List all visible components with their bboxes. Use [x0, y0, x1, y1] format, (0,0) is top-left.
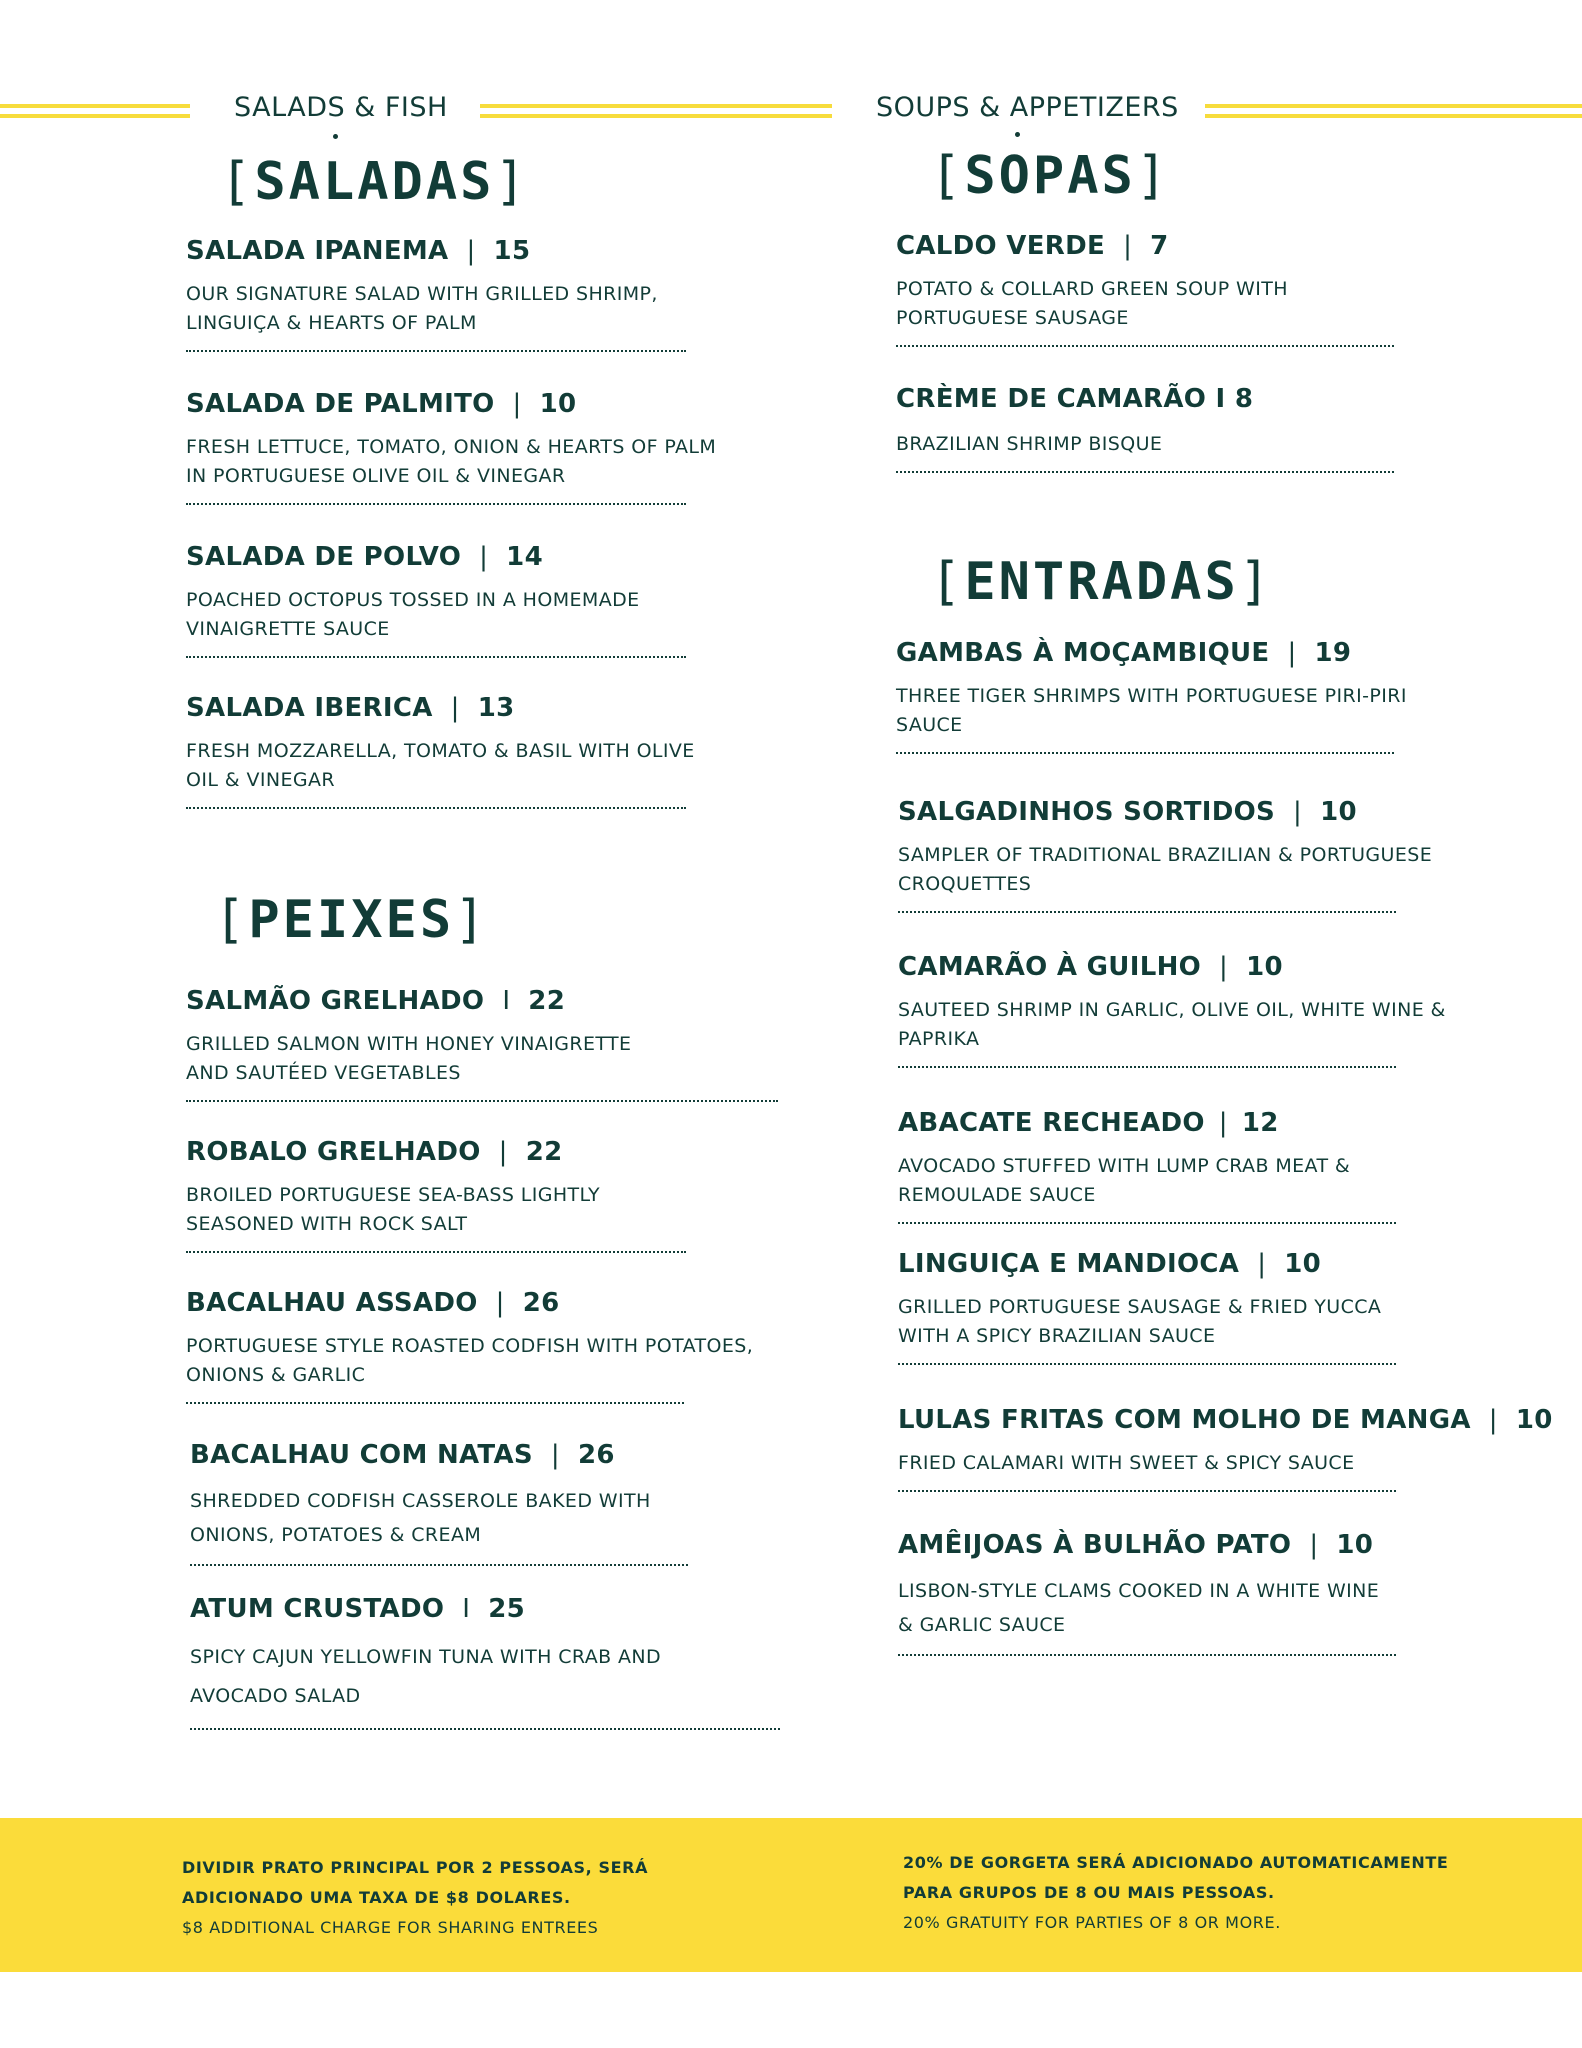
item-description: GRILLED SALMON WITH HONEY VINAIGRETTE AND SAUTÉED VEGETABLES	[186, 1033, 632, 1084]
menu-item-salada-ipanema: SALADA IPANEMA | 15 OUR SIGNATURE SALAD WITH GRILLED SHRIMP, LINGUIÇA & HEARTS OF PALM	[186, 236, 686, 352]
item-name: CALDO VERDE	[896, 231, 1106, 261]
menu-item-salada-de-polvo: SALADA DE POLVO | 14 POACHED OCTOPUS TOSSED IN A HOMEMADE VINAIGRETTE SAUCE	[186, 542, 686, 658]
item-name: SALMÃO GRELHADO	[186, 986, 485, 1016]
item-description: SHREDDED CODFISH CASSEROLE BAKED WITH ONIONS, POTATOES & CREAM	[190, 1490, 651, 1546]
category-dot-right	[1015, 132, 1020, 137]
dotted-divider	[186, 350, 686, 352]
footer-band	[0, 1818, 1582, 1972]
item-name: BACALHAU ASSADO	[186, 1288, 478, 1318]
item-name: BACALHAU COM NATAS	[190, 1440, 533, 1470]
item-description: PORTUGUESE STYLE ROASTED CODFISH WITH POTATOES, ONIONS & GARLIC	[186, 1335, 754, 1386]
item-description: LISBON-STYLE CLAMS COOKED IN A WHITE WINE & GARLIC SAUCE	[898, 1580, 1380, 1636]
item-name: CRÈME DE CAMARÃO I 8	[896, 384, 1254, 414]
item-price: 10	[1320, 797, 1357, 827]
menu-item-robalo-grelhado: ROBALO GRELHADO | 22 BROILED PORTUGUESE SEA-BASS LIGHTLY SEASONED WITH ROCK SALT	[186, 1137, 686, 1253]
dotted-divider	[190, 1564, 688, 1566]
item-price: 26	[522, 1288, 560, 1318]
item-name: LULAS FRITAS COM MOLHO DE MANGA	[898, 1405, 1471, 1435]
dotted-divider	[186, 1402, 684, 1404]
item-description: BRAZILIAN SHRIMP BISQUE	[896, 433, 1163, 455]
item-price: 15	[493, 236, 531, 266]
menu-item-caldo-verde: CALDO VERDE | 7 POTATO & COLLARD GREEN SOUP WITH PORTUGUESE SAUSAGE	[896, 231, 1394, 347]
item-price: 10	[539, 389, 577, 419]
menu-item-bacalhau-com-natas: BACALHAU COM NATAS | 26 SHREDDED CODFISH CASSEROLE BAKED WITH ONIONS, POTATOES & CREAM	[190, 1440, 688, 1566]
dotted-divider	[898, 911, 1396, 913]
item-name: SALADA IPANEMA	[186, 236, 449, 266]
item-description: SAUTEED SHRIMP IN GARLIC, OLIVE OIL, WHITE WINE & PAPRIKA	[898, 999, 1446, 1050]
section-title-entradas: [ENTRADAS]	[930, 552, 1274, 612]
item-price: 10	[1284, 1249, 1322, 1279]
menu-item-bacalhau-assado: BACALHAU ASSADO | 26 PORTUGUESE STYLE ROASTED CODFISH WITH POTATOES, ONIONS & GARLIC	[186, 1288, 684, 1404]
dotted-divider	[898, 1222, 1396, 1224]
item-name: CAMARÃO À GUILHO	[898, 952, 1202, 982]
item-description: GRILLED PORTUGUESE SAUSAGE & FRIED YUCCA WITH A SPICY BRAZILIAN SAUCE	[898, 1296, 1382, 1347]
item-name: AMÊIJOAS À BULHÃO PATO	[898, 1530, 1292, 1560]
dotted-divider	[898, 1490, 1396, 1492]
menu-item-salgadinhos-sortidos: SALGADINHOS SORTIDOS | 10 SAMPLER OF TRADITIONAL BRAZILIAN & PORTUGUESE CROQUETTES	[898, 797, 1396, 913]
dotted-divider	[190, 1728, 780, 1730]
item-description: FRESH LETTUCE, TOMATO, ONION & HEARTS OF PALM IN PORTUGUESE OLIVE OIL & VINEGAR	[186, 436, 717, 487]
dotted-divider	[186, 1100, 778, 1102]
item-name: GAMBAS À MOÇAMBIQUE	[896, 638, 1270, 668]
item-price: 14	[506, 542, 543, 572]
item-name: SALADA DE POLVO	[186, 542, 462, 572]
dotted-divider	[186, 503, 686, 505]
item-name: SALADA DE PALMITO	[186, 389, 495, 419]
item-name: ABACATE RECHEADO	[898, 1108, 1205, 1138]
menu-item-salada-iberica: SALADA IBERICA | 13 FRESH MOZZARELLA, TOMATO & BASIL WITH OLIVE OIL & VINEGAR	[186, 693, 686, 809]
menu-item-linguica-e-mandioca: LINGUIÇA E MANDIOCA | 10 GRILLED PORTUGUESE SAUSAGE & FRIED YUCCA WITH A SPICY BRAZILIAN SAUCE	[898, 1249, 1396, 1365]
item-description: SPICY CAJUN YELLOWFIN TUNA WITH CRAB AND AVOCADO SALAD	[190, 1646, 662, 1707]
menu-item-creme-de-camarao	[896, 384, 1394, 473]
item-description: POTATO & COLLARD GREEN SOUP WITH PORTUGUESE SAUSAGE	[896, 278, 1288, 329]
menu-item-camarao-a-guilho: CAMARÃO À GUILHO | 10 SAUTEED SHRIMP IN GARLIC, OLIVE OIL, WHITE WINE & PAPRIKA	[898, 952, 1396, 1068]
item-price: 25	[488, 1594, 526, 1624]
item-description: FRIED CALAMARI WITH SWEET & SPICY SAUCE	[898, 1452, 1355, 1474]
section-title-peixes: [PEIXES]	[214, 890, 489, 950]
footer-note-sharing: DIVIDIR PRATO PRINCIPAL POR 2 PESSOAS, SERÁ ADICIONADO UMA TAXA DE $8 DOLARES. $8 ADDITIONAL CHARGE FOR SHARING ENTREES	[182, 1858, 649, 1937]
item-price: 19	[1314, 638, 1352, 668]
item-description: BROILED PORTUGUESE SEA-BASS LIGHTLY SEASONED WITH ROCK SALT	[186, 1184, 601, 1235]
dotted-divider	[896, 752, 1394, 754]
stripe-left-1	[0, 104, 190, 118]
item-price: 10	[1515, 1405, 1553, 1435]
section-title-sopas: [SOPAS]	[930, 146, 1171, 206]
section-title-saladas: [SALADAS]	[220, 152, 529, 212]
dotted-divider	[186, 656, 686, 658]
category-soups-appetizers: SOUPS & APPETIZERS	[876, 92, 1179, 123]
item-price: 22	[525, 1137, 563, 1167]
menu-item-abacate-recheado: ABACATE RECHEADO | 12 AVOCADO STUFFED WITH LUMP CRAB MEAT & REMOULADE SAUCE	[898, 1108, 1396, 1224]
item-price: 7	[1150, 231, 1169, 261]
item-name: SALGADINHOS SORTIDOS	[898, 797, 1276, 827]
dotted-divider	[186, 1251, 686, 1253]
dotted-divider	[898, 1066, 1396, 1068]
dotted-divider	[896, 345, 1394, 347]
stripe-left-2	[480, 104, 832, 118]
item-description: FRESH MOZZARELLA, TOMATO & BASIL WITH OLIVE OIL & VINEGAR	[186, 740, 695, 791]
menu-item-gambas-a-mocambique: GAMBAS À MOÇAMBIQUE | 19 THREE TIGER SHRIMPS WITH PORTUGUESE PIRI-PIRI SAUCE	[896, 638, 1394, 754]
menu-item-lulas-fritas: LULAS FRITAS COM MOLHO DE MANGA | 10 FRIED CALAMARI WITH SWEET & SPICY SAUCE	[898, 1405, 1396, 1492]
item-description: THREE TIGER SHRIMPS WITH PORTUGUESE PIRI-PIRI SAUCE	[896, 685, 1407, 736]
menu-item-ameijoas-a-bulhao-pato: AMÊIJOAS À BULHÃO PATO | 10 LISBON-STYLE CLAMS COOKED IN A WHITE WINE & GARLIC SAUCE	[898, 1530, 1396, 1656]
menu-item-atum-crustado: ATUM CRUSTADO I 25 SPICY CAJUN YELLOWFIN TUNA WITH CRAB AND AVOCADO SALAD	[190, 1594, 780, 1730]
item-price: 10	[1246, 952, 1283, 982]
dotted-divider	[898, 1654, 1396, 1656]
item-price: 26	[577, 1440, 615, 1470]
item-description: AVOCADO STUFFED WITH LUMP CRAB MEAT & REMOULADE SAUCE	[898, 1155, 1351, 1206]
item-description: POACHED OCTOPUS TOSSED IN A HOMEMADE VINAIGRETTE SAUCE	[186, 589, 640, 640]
category-salads-fish: SALADS & FISH	[234, 92, 448, 123]
item-description: OUR SIGNATURE SALAD WITH GRILLED SHRIMP, LINGUIÇA & HEARTS OF PALM	[186, 283, 658, 334]
category-dot-left	[333, 134, 338, 139]
dotted-divider	[186, 807, 686, 809]
item-name: LINGUIÇA E MANDIOCA	[898, 1249, 1240, 1279]
item-description: SAMPLER OF TRADITIONAL BRAZILIAN & PORTUGUESE CROQUETTES	[898, 844, 1433, 895]
menu-item-salmao-grelhado: SALMÃO GRELHADO I 22 GRILLED SALMON WITH HONEY VINAIGRETTE AND SAUTÉED VEGETABLES	[186, 986, 778, 1102]
item-price: 22	[528, 986, 566, 1016]
item-price: 12	[1241, 1108, 1279, 1138]
footer-note-gratuity: 20% DE GORGETA SERÁ ADICIONADO AUTOMATICAMENTE PARA GRUPOS DE 8 OU MAIS PESSOAS. 20% GRATUITY FOR PARTIES OF 8 OR MORE.	[903, 1853, 1449, 1932]
dotted-divider	[898, 1363, 1396, 1365]
item-name: ROBALO GRELHADO	[186, 1137, 481, 1167]
stripe-right	[1205, 104, 1582, 118]
item-name: SALADA IBERICA	[186, 693, 433, 723]
menu-item-salada-de-palmito: SALADA DE PALMITO | 10 FRESH LETTUCE, TOMATO, ONION & HEARTS OF PALM IN PORTUGUESE OLIVE OIL & VINEGAR	[186, 389, 686, 505]
item-price: 10	[1336, 1530, 1374, 1560]
item-price: 13	[477, 693, 515, 723]
item-name: ATUM CRUSTADO	[190, 1594, 445, 1624]
dotted-divider	[896, 471, 1394, 473]
